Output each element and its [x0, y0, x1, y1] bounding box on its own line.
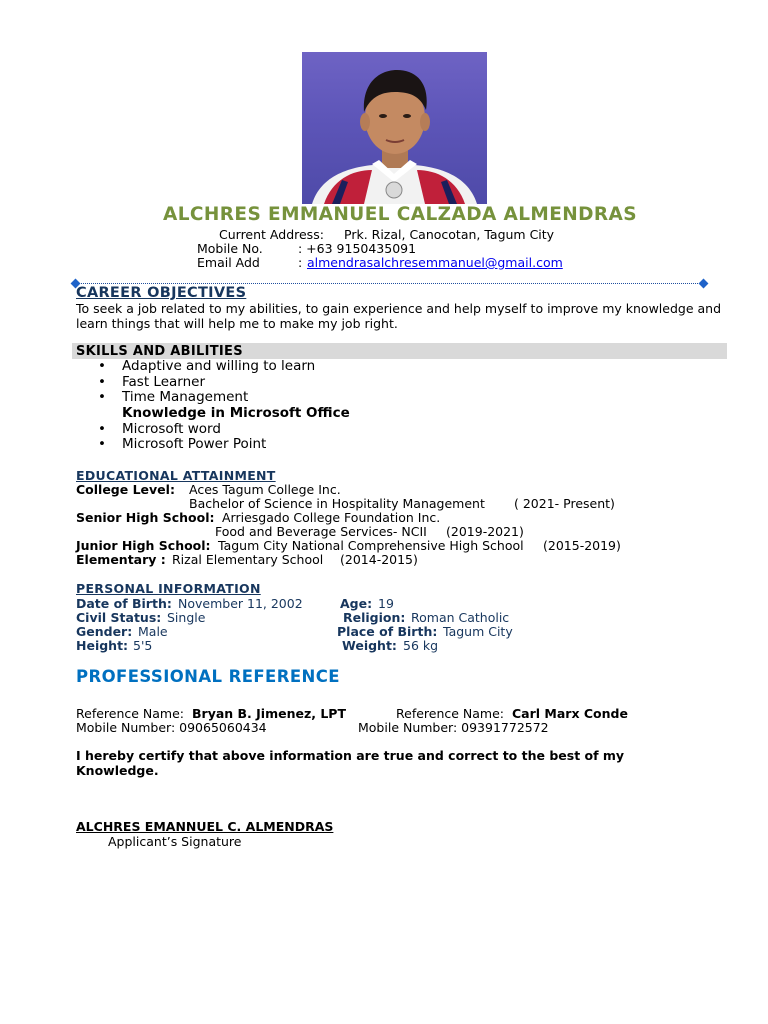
jhs-years: (2015-2019) [543, 538, 621, 553]
applicant-name: ALCHRES EMMANUEL CALZADA ALMENDRAS [163, 204, 637, 225]
gender-label: Gender: [76, 624, 133, 639]
college-course: Bachelor of Science in Hospitality Management [189, 496, 485, 511]
weight-value: 56 kg [403, 638, 439, 653]
college-years: ( 2021- Present) [514, 496, 615, 511]
reference1-label: Reference Name: [76, 706, 185, 721]
mobile-label: Mobile No. [197, 241, 263, 256]
gender-value: Male [138, 624, 168, 639]
portrait-image [302, 52, 487, 204]
jhs-school: Tagum City National Comprehensive High School [218, 538, 524, 553]
address-label: Current Address: [219, 227, 324, 242]
college-label: College Level: [76, 482, 175, 497]
list-item: • Time Management [98, 389, 249, 406]
shs-track: Food and Beverage Services- NCII [215, 524, 427, 539]
list-item: • Microsoft word [98, 420, 221, 437]
email-link[interactable]: almendrasalchresemmanuel@gmail.com [307, 255, 563, 270]
divider-right-diamond-icon [699, 279, 709, 289]
list-item: • Fast Learner [98, 373, 206, 390]
applicant-photo [302, 52, 487, 204]
age-value: 19 [378, 596, 394, 611]
shs-school: Arriesgado College Foundation Inc. [222, 510, 441, 525]
professional-reference-heading: PROFESSIONAL REFERENCE [76, 667, 340, 686]
bullet-icon: • [98, 358, 106, 374]
certification-statement: I hereby certify that above information are true and correct to the best of my Knowledge. [76, 748, 625, 778]
personal-info-heading: PERSONAL INFORMATION [76, 581, 261, 596]
address-value: Prk. Rizal, Canocotan, Tagum City [344, 227, 555, 242]
dob-value: November 11, 2002 [178, 596, 303, 611]
religion-label: Religion: [343, 610, 406, 625]
age-label: Age: [340, 596, 373, 611]
place-of-birth-value: Tagum City [443, 624, 513, 639]
email-colon: : [298, 255, 303, 270]
shs-label: Senior High School: [76, 510, 215, 525]
jhs-label: Junior High School: [76, 538, 211, 553]
skills-heading: SKILLS AND ABILITIES [76, 344, 243, 359]
height-value: 5'5 [133, 638, 153, 653]
bullet-icon: • [98, 420, 106, 437]
weight-label: Weight: [342, 638, 397, 653]
dob-label: Date of Birth: [76, 596, 172, 611]
reference1-name: Bryan B. Jimenez, LPT [192, 706, 346, 721]
civil-status-label: Civil Status: [76, 610, 162, 625]
skills-subheading: Knowledge in Microsoft Office [122, 405, 350, 422]
bullet-icon: • [98, 436, 106, 453]
height-label: Height: [76, 638, 129, 653]
education-heading: EDUCATIONAL ATTAINMENT [76, 468, 276, 483]
skills-list [98, 359, 498, 453]
bullet-icon: • [98, 373, 106, 390]
mobile-value: : +63 9150435091 [298, 241, 417, 256]
signature-caption: Applicant’s Signature [108, 834, 242, 849]
section-divider [76, 283, 704, 284]
reference2-label: Reference Name: [396, 706, 505, 721]
reference2-name: Carl Marx Conde [512, 706, 628, 721]
shs-years: (2019-2021) [446, 524, 524, 539]
reference1-mobile: Mobile Number: 09065060434 [76, 720, 267, 735]
list-item: • Microsoft Power Point [98, 436, 267, 453]
elem-label: Elementary : [76, 552, 166, 567]
elem-school: Rizal Elementary School [172, 552, 324, 567]
elem-years: (2014-2015) [340, 552, 418, 567]
career-objectives-text: To seek a job related to my abilities, to gain experience and help myself to improve my knowledge and learn things that will help me to make my job right. [76, 301, 722, 331]
place-of-birth-label: Place of Birth: [337, 624, 438, 639]
religion-value: Roman Catholic [411, 610, 510, 625]
list-item: • Adaptive and willing to learn [98, 358, 316, 374]
email-label: Email Add [197, 255, 260, 270]
signature-name: ALCHRES EMANNUEL C. ALMENDRAS [76, 819, 334, 834]
reference2-mobile: Mobile Number: 09391772572 [358, 720, 549, 735]
college-school: Aces Tagum College Inc. [189, 482, 341, 497]
civil-status-value: Single [167, 610, 206, 625]
bullet-icon: • [98, 389, 106, 406]
career-objectives-heading: CAREER OBJECTIVES [76, 285, 247, 301]
